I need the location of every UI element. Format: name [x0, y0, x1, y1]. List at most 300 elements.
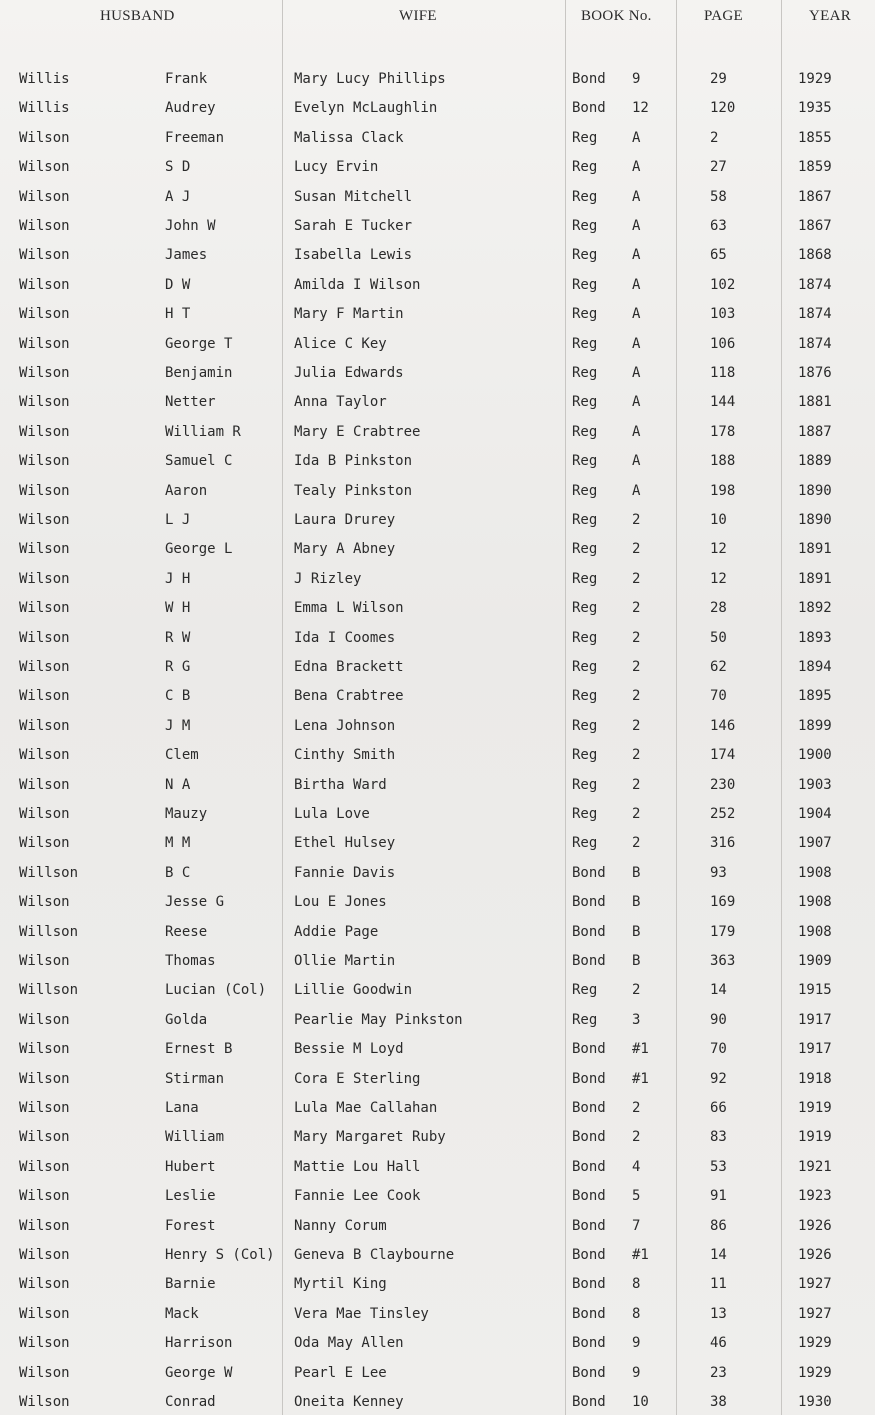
husband-surname: Wilson [19, 129, 70, 146]
husband-given-name: William [165, 1129, 225, 1146]
wife-name: Isabella Lewis [294, 247, 413, 264]
book-number: B [632, 953, 641, 969]
book-type: Reg [572, 365, 598, 381]
husband-given-name: Freeman [165, 129, 225, 146]
table-row [0, 478, 875, 504]
marriage-year: 1918 [798, 1070, 832, 1087]
husband-surname: Wilson [19, 776, 70, 793]
book-type: Reg [572, 453, 598, 470]
book-number: 9 [632, 71, 641, 87]
marriage-year: 1855 [798, 129, 832, 146]
marriage-year: 1891 [798, 541, 832, 558]
book-number: A [632, 306, 641, 323]
table-row [0, 507, 875, 533]
wife-name: Ollie Martin [294, 953, 396, 969]
book-number: B [632, 923, 641, 940]
marriage-year: 1874 [798, 335, 832, 352]
marriage-year: 1874 [798, 306, 832, 323]
book-type: Reg [572, 247, 598, 264]
wife-name: Oda May Allen [294, 1335, 404, 1352]
table-row [0, 1301, 875, 1327]
page-number: 316 [710, 835, 736, 852]
marriage-year: 1891 [798, 570, 832, 587]
husband-surname: Willis [19, 100, 70, 117]
table-row [0, 1154, 875, 1180]
page-number: 38 [710, 1394, 727, 1410]
book-number: A [632, 482, 641, 499]
wife-name: Geneva B Claybourne [294, 1247, 455, 1263]
husband-given-name: Samuel C [165, 453, 233, 470]
book-type: Bond [572, 1041, 606, 1058]
table-row [0, 742, 875, 768]
book-type: Bond [572, 864, 606, 881]
husband-surname: Willis [19, 71, 70, 87]
marriage-year: 1908 [798, 894, 832, 911]
book-number: 2 [632, 806, 641, 822]
husband-given-name: Forest [165, 1217, 216, 1234]
book-number: #1 [632, 1070, 649, 1087]
husband-surname: Wilson [19, 1305, 70, 1322]
book-type: Reg [572, 629, 598, 646]
book-number: 10 [632, 1394, 649, 1410]
marriage-year: 1929 [798, 1364, 832, 1381]
husband-surname: Wilson [19, 1188, 70, 1205]
table-row [0, 595, 875, 621]
husband-given-name: Netter [165, 394, 216, 411]
wife-name: Mary E Crabtree [294, 423, 421, 440]
marriage-year: 1908 [798, 923, 832, 940]
book-type: Bond [572, 1217, 606, 1234]
husband-surname: Wilson [19, 659, 70, 675]
husband-surname: Wilson [19, 1247, 70, 1263]
marriage-year: 1919 [798, 1100, 832, 1116]
page-number: 58 [710, 188, 727, 205]
book-type: Reg [572, 512, 598, 528]
page-number: 29 [710, 71, 727, 87]
table-row [0, 977, 875, 1003]
book-type: Bond [572, 1364, 606, 1381]
book-number: B [632, 864, 641, 881]
page-number: 144 [710, 394, 736, 411]
husband-surname: Wilson [19, 335, 70, 352]
book-number: 2 [632, 717, 641, 734]
wife-name: Oneita Kenney [294, 1394, 404, 1410]
book-number: A [632, 218, 641, 234]
marriage-year: 1859 [798, 159, 832, 176]
husband-surname: Wilson [19, 306, 70, 323]
wife-name: Cinthy Smith [294, 747, 396, 764]
book-number: 2 [632, 1129, 641, 1146]
wife-name: Fannie Davis [294, 864, 396, 881]
marriage-year: 1923 [798, 1188, 832, 1205]
husband-given-name: W H [165, 600, 191, 617]
book-type: Bond [572, 1335, 606, 1352]
marriage-year: 1907 [798, 835, 832, 852]
wife-name: Pearl E Lee [294, 1364, 387, 1381]
page-number: 118 [710, 365, 736, 381]
book-number: A [632, 276, 641, 293]
page-number: 13 [710, 1305, 727, 1322]
wife-name: Sarah E Tucker [294, 218, 413, 234]
husband-surname: Wilson [19, 482, 70, 499]
table-row [0, 772, 875, 798]
table-row [0, 1389, 875, 1415]
husband-given-name: J H [165, 570, 191, 587]
marriage-year: 1917 [798, 1011, 832, 1028]
husband-surname: Wilson [19, 1129, 70, 1146]
book-number: 9 [632, 1335, 641, 1352]
book-number: A [632, 159, 641, 176]
book-number: 2 [632, 835, 641, 852]
book-type: Reg [572, 1011, 598, 1028]
book-type: Reg [572, 423, 598, 440]
table-row [0, 625, 875, 651]
husband-surname: Willson [19, 923, 79, 940]
wife-name: Ida B Pinkston [294, 453, 413, 470]
book-type: Bond [572, 953, 606, 969]
book-number: 2 [632, 747, 641, 764]
husband-given-name: Clem [165, 747, 199, 764]
wife-name: Lula Love [294, 806, 370, 822]
wife-name: Lucy Ervin [294, 159, 379, 176]
table-row [0, 830, 875, 856]
husband-surname: Wilson [19, 453, 70, 470]
husband-given-name: C B [165, 688, 191, 705]
husband-surname: Wilson [19, 276, 70, 293]
wife-name: J Rizley [294, 570, 362, 587]
husband-given-name: Reese [165, 923, 208, 940]
table-row [0, 272, 875, 298]
husband-given-name: Lana [165, 1100, 199, 1116]
husband-given-name: John W [165, 218, 216, 234]
book-number: 2 [632, 570, 641, 587]
husband-given-name: Mauzy [165, 806, 208, 822]
table-row [0, 1360, 875, 1386]
marriage-year: 1899 [798, 717, 832, 734]
book-type: Bond [572, 71, 606, 87]
book-number: 5 [632, 1188, 641, 1205]
page-number: 2 [710, 129, 719, 146]
marriage-year: 1927 [798, 1276, 832, 1293]
page-number: 65 [710, 247, 727, 264]
page-number: 46 [710, 1335, 727, 1352]
book-type: Bond [572, 1070, 606, 1087]
husband-given-name: George W [165, 1364, 233, 1381]
husband-surname: Wilson [19, 1158, 70, 1175]
book-number: 2 [632, 600, 641, 617]
page-number: 62 [710, 659, 727, 675]
wife-name: Birtha Ward [294, 776, 387, 793]
book-type: Bond [572, 1305, 606, 1322]
husband-surname: Wilson [19, 717, 70, 734]
table-row [0, 1095, 875, 1121]
wife-name: Mattie Lou Hall [294, 1158, 421, 1175]
book-type: Bond [572, 100, 606, 117]
marriage-year: 1876 [798, 365, 832, 381]
husband-given-name: J M [165, 717, 191, 734]
husband-surname: Wilson [19, 394, 70, 411]
book-type: Reg [572, 159, 598, 176]
book-type: Bond [572, 1247, 606, 1263]
page-number: 14 [710, 1247, 727, 1263]
husband-given-name: Frank [165, 71, 208, 87]
header-wife: WIFE [399, 8, 437, 24]
marriage-year: 1900 [798, 747, 832, 764]
wife-name: Alice C Key [294, 335, 387, 352]
header-husband: HUSBAND [100, 8, 175, 24]
wife-name: Mary Margaret Ruby [294, 1129, 446, 1146]
husband-surname: Wilson [19, 1011, 70, 1028]
husband-given-name: Golda [165, 1011, 208, 1028]
husband-given-name: James [165, 247, 208, 264]
wife-name: Fannie Lee Cook [294, 1188, 421, 1205]
book-number: 2 [632, 776, 641, 793]
wife-name: Evelyn McLaughlin [294, 100, 438, 117]
husband-given-name: Mack [165, 1305, 199, 1322]
wife-name: Mary A Abney [294, 541, 396, 558]
page-number: 188 [710, 453, 736, 470]
husband-surname: Wilson [19, 1041, 70, 1058]
husband-surname: Wilson [19, 835, 70, 852]
wife-name: Bessie M Loyd [294, 1041, 404, 1058]
book-number: 4 [632, 1158, 641, 1175]
husband-given-name: Harrison [165, 1335, 233, 1352]
husband-given-name: George T [165, 335, 233, 352]
page-number: 70 [710, 688, 727, 705]
book-type: Bond [572, 1188, 606, 1205]
table-row [0, 213, 875, 239]
marriage-year: 1890 [798, 512, 832, 528]
table-row [0, 1271, 875, 1297]
table-row [0, 184, 875, 210]
table-row [0, 95, 875, 121]
husband-given-name: Barnie [165, 1276, 216, 1293]
book-type: Reg [572, 276, 598, 293]
husband-given-name: George L [165, 541, 233, 558]
wife-name: Vera Mae Tinsley [294, 1305, 429, 1322]
table-row [0, 919, 875, 945]
book-number: 2 [632, 541, 641, 558]
page-number: 66 [710, 1100, 727, 1116]
husband-given-name: L J [165, 512, 191, 528]
book-type: Bond [572, 1129, 606, 1146]
wife-name: Nanny Corum [294, 1217, 387, 1234]
husband-given-name: R W [165, 629, 191, 646]
table-row [0, 683, 875, 709]
husband-given-name: William R [165, 423, 241, 440]
husband-surname: Willson [19, 864, 79, 881]
book-number: A [632, 453, 641, 470]
marriage-year: 1929 [798, 71, 832, 87]
header-book: BOOK No. [581, 8, 652, 24]
wife-name: Ethel Hulsey [294, 835, 396, 852]
book-number: 2 [632, 512, 641, 528]
book-number: 2 [632, 982, 641, 999]
book-type: Reg [572, 541, 598, 558]
husband-surname: Wilson [19, 365, 70, 381]
table-row [0, 360, 875, 386]
book-type: Reg [572, 482, 598, 499]
marriage-year: 1868 [798, 247, 832, 264]
page-number: 90 [710, 1011, 727, 1028]
table-row [0, 713, 875, 739]
book-type: Reg [572, 806, 598, 822]
page-number: 198 [710, 482, 736, 499]
book-type: Reg [572, 188, 598, 205]
marriage-year: 1895 [798, 688, 832, 705]
table-row [0, 389, 875, 415]
marriage-year: 1908 [798, 864, 832, 881]
husband-given-name: Leslie [165, 1188, 216, 1205]
table-row [0, 1124, 875, 1150]
wife-name: Amilda I Wilson [294, 276, 421, 293]
husband-surname: Wilson [19, 247, 70, 264]
marriage-year: 1889 [798, 453, 832, 470]
husband-given-name: Audrey [165, 100, 216, 117]
wife-name: Lula Mae Callahan [294, 1100, 438, 1116]
page-number: 12 [710, 570, 727, 587]
page-number: 146 [710, 717, 736, 734]
husband-surname: Wilson [19, 894, 70, 911]
husband-surname: Wilson [19, 423, 70, 440]
page-number: 120 [710, 100, 736, 117]
table-row [0, 566, 875, 592]
table-row [0, 301, 875, 327]
husband-surname: Wilson [19, 1276, 70, 1293]
wife-name: Cora E Sterling [294, 1070, 421, 1087]
husband-given-name: Hubert [165, 1158, 216, 1175]
page-number: 92 [710, 1070, 727, 1087]
page-number: 23 [710, 1364, 727, 1381]
wife-name: Ida I Coomes [294, 629, 396, 646]
book-number: 7 [632, 1217, 641, 1234]
book-type: Reg [572, 747, 598, 764]
husband-given-name: Benjamin [165, 365, 233, 381]
husband-surname: Wilson [19, 806, 70, 822]
book-type: Reg [572, 218, 598, 234]
book-number: 3 [632, 1011, 641, 1028]
header-page: PAGE [704, 8, 743, 24]
wife-name: Pearlie May Pinkston [294, 1011, 463, 1028]
marriage-year: 1904 [798, 806, 832, 822]
wife-name: Tealy Pinkston [294, 482, 413, 499]
page-number: 106 [710, 335, 736, 352]
marriage-year: 1930 [798, 1394, 832, 1410]
husband-surname: Wilson [19, 747, 70, 764]
wife-name: Myrtil King [294, 1276, 387, 1293]
page-number: 91 [710, 1188, 727, 1205]
husband-surname: Wilson [19, 1335, 70, 1352]
husband-given-name: A J [165, 188, 191, 205]
marriage-year: 1892 [798, 600, 832, 617]
table-row [0, 419, 875, 445]
wife-name: Lou E Jones [294, 894, 387, 911]
marriage-year: 1903 [798, 776, 832, 793]
wife-name: Julia Edwards [294, 365, 404, 381]
page-number: 27 [710, 159, 727, 176]
wife-name: Addie Page [294, 923, 379, 940]
table-row [0, 1007, 875, 1033]
husband-given-name: M M [165, 835, 191, 852]
book-number: 9 [632, 1364, 641, 1381]
husband-given-name: Conrad [165, 1394, 216, 1410]
husband-surname: Wilson [19, 1100, 70, 1116]
husband-surname: Wilson [19, 600, 70, 617]
book-type: Reg [572, 776, 598, 793]
wife-name: Mary Lucy Phillips [294, 71, 446, 87]
table-row [0, 536, 875, 562]
page-number: 14 [710, 982, 727, 999]
header-year: YEAR [809, 8, 852, 24]
page-number: 363 [710, 953, 736, 969]
marriage-year: 1881 [798, 394, 832, 411]
book-type: Reg [572, 600, 598, 617]
book-type: Reg [572, 335, 598, 352]
husband-surname: Wilson [19, 1364, 70, 1381]
book-type: Bond [572, 1158, 606, 1175]
table-row [0, 1066, 875, 1092]
marriage-year: 1915 [798, 982, 832, 999]
page-number: 230 [710, 776, 736, 793]
husband-given-name: H T [165, 306, 191, 323]
book-type: Reg [572, 570, 598, 587]
table-row [0, 331, 875, 357]
husband-surname: Wilson [19, 1070, 70, 1087]
husband-surname: Willson [19, 982, 79, 999]
book-number: A [632, 423, 641, 440]
book-number: 2 [632, 629, 641, 646]
marriage-year: 1893 [798, 629, 832, 646]
marriage-year: 1935 [798, 100, 832, 117]
husband-surname: Wilson [19, 188, 70, 205]
husband-given-name: Stirman [165, 1070, 225, 1087]
marriage-year: 1874 [798, 276, 832, 293]
page-number: 252 [710, 806, 736, 822]
book-number: 8 [632, 1276, 641, 1293]
book-number: 2 [632, 659, 641, 675]
book-number: 12 [632, 100, 649, 117]
marriage-year: 1926 [798, 1247, 832, 1263]
book-type: Reg [572, 835, 598, 852]
husband-surname: Wilson [19, 218, 70, 234]
husband-surname: Wilson [19, 1217, 70, 1234]
book-number: A [632, 335, 641, 352]
page-number: 10 [710, 512, 727, 528]
table-row [0, 1183, 875, 1209]
book-number: 8 [632, 1305, 641, 1322]
husband-surname: Wilson [19, 629, 70, 646]
book-type: Reg [572, 688, 598, 705]
page-number: 83 [710, 1129, 727, 1146]
book-number: A [632, 394, 641, 411]
husband-given-name: Lucian (Col) [165, 982, 267, 999]
book-type: Reg [572, 982, 598, 999]
table-row [0, 242, 875, 268]
book-number: #1 [632, 1041, 649, 1058]
husband-surname: Wilson [19, 1394, 70, 1410]
book-number: 2 [632, 1100, 641, 1116]
husband-given-name: B C [165, 864, 191, 881]
page-number: 178 [710, 423, 736, 440]
table-row [0, 154, 875, 180]
table-row [0, 448, 875, 474]
wife-name: Malissa Clack [294, 129, 404, 146]
husband-given-name: Thomas [165, 953, 216, 969]
marriage-year: 1919 [798, 1129, 832, 1146]
wife-name: Emma L Wilson [294, 600, 404, 617]
table-row [0, 66, 875, 92]
marriage-year: 1921 [798, 1158, 832, 1175]
